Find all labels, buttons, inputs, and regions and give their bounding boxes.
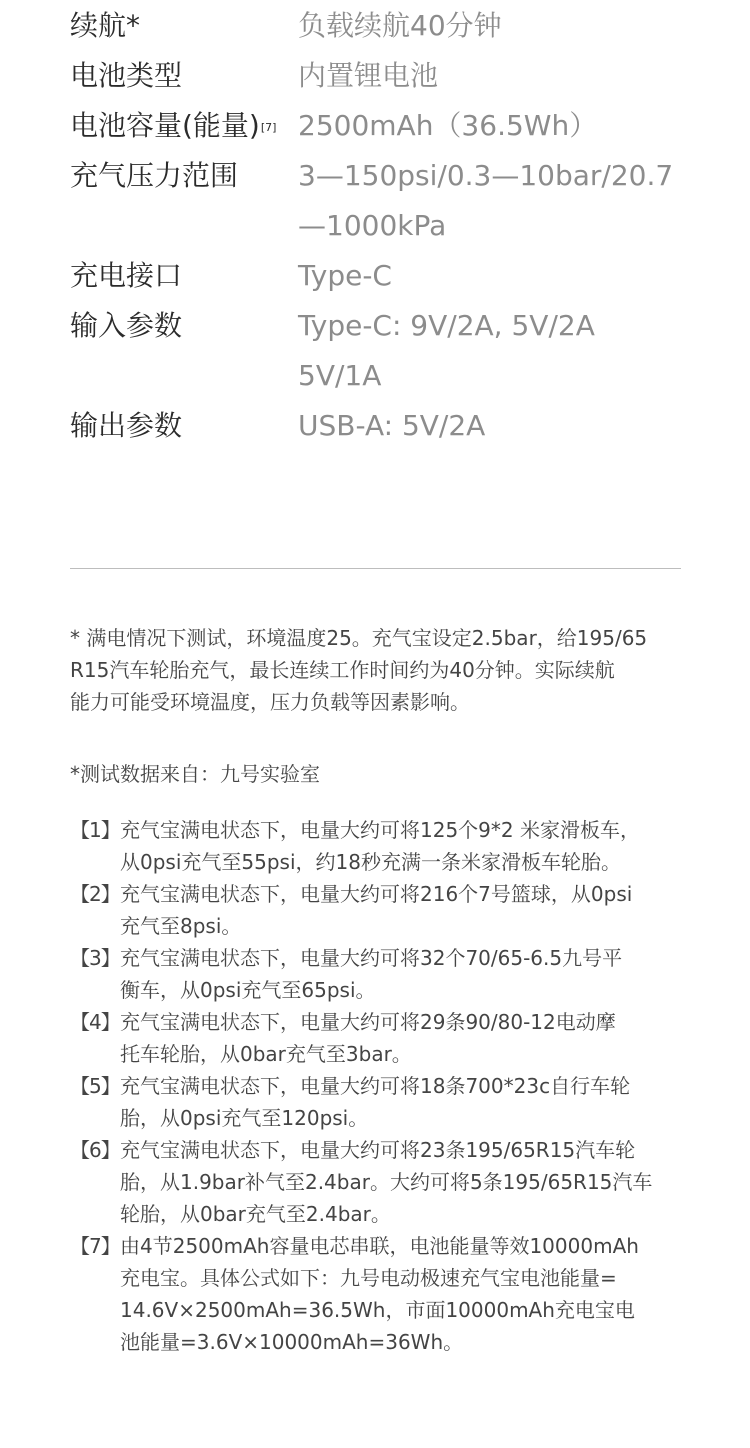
footnote-item [70,1070,710,1134]
footnote-tag: 【4】 [70,1010,120,1034]
spec-label [70,1,298,51]
footnote-line: 14.6V×2500mAh=36.5Wh，市面10000mAh充电宝电 [120,1298,635,1322]
notes-section [70,622,700,790]
footnote-line: 胎，从1.9bar补气至2.4bar。大约可将5条195/65R15汽车 [120,1170,653,1194]
spec-label-text: 输出参数 [70,409,183,442]
spec-value-line: 负载续航40分钟 [298,9,502,42]
footnote-line: 充气宝满电状态下，电量大约可将125个9*2 米家滑板车， [120,818,640,842]
footnote-tag: 【5】 [70,1074,120,1098]
spec-value [298,151,710,251]
footnote-tag: 【6】 [70,1138,120,1162]
footnote-line: 由4节2500mAh容量电芯串联，电池能量等效10000mAh [120,1234,639,1258]
footnote-text [120,1134,710,1230]
footnote-item [70,878,710,942]
footnote-text [120,878,710,942]
spec-value [298,51,710,101]
spec-value-line: Type-C: 9V/2A, 5V/2A [298,309,595,342]
footnote-text [120,942,710,1006]
footnote-line: 充气宝满电状态下，电量大约可将29条90/80-12电动摩 [120,1010,616,1034]
spec-label-text: 电池容量(能量) [70,109,260,142]
spec-value [298,1,710,51]
footnote-tag: 【3】 [70,946,120,970]
footnote-line: 充电宝。具体公式如下：九号电动极速充气宝电池能量= [120,1266,617,1290]
footnote-text [120,814,710,878]
test-condition-note [70,622,700,718]
spec-row-battery-capacity [70,101,710,151]
footnote-item [70,1230,710,1358]
footnote-line: 轮胎，从0bar充气至2.4bar。 [120,1202,391,1226]
footnote-ref: [7] [260,121,277,134]
footnote-line: 充气宝满电状态下，电量大约可将32个70/65-6.5九号平 [120,946,623,970]
footnote-line: 充气宝满电状态下，电量大约可将23条195/65R15汽车轮 [120,1138,636,1162]
footnote-line: 从0psi充气至55psi，约18秒充满一条米家滑板车轮胎。 [120,850,621,874]
footnote-item [70,1134,710,1230]
section-divider [70,568,681,569]
spec-label [70,51,298,101]
spec-label-text: 充电接口 [70,259,183,292]
spec-row-output [70,401,710,451]
spec-row-battery-type [70,51,710,101]
spec-label [70,251,298,301]
spec-value-line: 5V/1A [298,359,382,392]
spec-label [70,101,298,151]
spec-value [298,101,710,151]
note-line: * 满电情况下测试，环境温度25。充气宝设定2.5bar，给195/65 [70,626,648,650]
footnote-line: 托车轮胎，从0bar充气至3bar。 [120,1042,412,1066]
spec-value-line: Type-C [298,259,392,292]
footnote-item [70,942,710,1006]
spec-label-text: 电池类型 [70,59,183,92]
spec-label [70,301,298,401]
footnote-list [70,814,710,1358]
spec-value-line: 2500mAh（36.5Wh） [298,109,598,142]
footnote-line: 充气宝满电状态下，电量大约可将216个7号篮球，从0psi [120,882,633,906]
spec-value-line: —1000kPa [298,209,447,242]
footnote-line: 充气至8psi。 [120,914,242,938]
spec-row-pressure-range [70,151,710,251]
spec-value-line: USB-A: 5V/2A [298,409,486,442]
spec-value-line: 3—150psi/0.3—10bar/20.7 [298,159,674,192]
footnote-text [120,1006,710,1070]
footnote-text [120,1230,710,1358]
spec-value-line: 内置锂电池 [298,59,439,92]
spec-row-input [70,301,710,401]
spec-value [298,401,710,451]
spec-row-charging-port [70,251,710,301]
footnote-line: 池能量=3.6V×10000mAh=36Wh。 [120,1330,464,1354]
footnote-line: 充气宝满电状态下，电量大约可将18条700*23c自行车轮 [120,1074,631,1098]
spec-label-text: 充气压力范围 [70,159,239,192]
footnote-tag: 【7】 [70,1234,120,1258]
note-line: 能力可能受环境温度，压力负载等因素影响。 [70,690,470,714]
spec-value [298,301,710,401]
footnote-text [120,1070,710,1134]
spec-row-endurance [70,1,710,51]
spec-label-text: 续航* [70,9,141,42]
spec-table [70,0,710,451]
footnote-tag: 【2】 [70,882,120,906]
test-source-note [70,758,700,790]
footnote-line: 胎，从0psi充气至120psi。 [120,1106,369,1130]
footnote-tag: 【1】 [70,818,120,842]
note-line: *测试数据来自：九号实验室 [70,762,320,786]
footnote-item [70,814,710,878]
spec-label-text: 输入参数 [70,309,183,342]
spec-value [298,251,710,301]
footnote-item [70,1006,710,1070]
note-line: R15汽车轮胎充气，最长连续工作时间约为40分钟。实际续航 [70,658,615,682]
spec-label [70,151,298,251]
footnote-line: 衡车，从0psi充气至65psi。 [120,978,376,1002]
spec-label [70,401,298,451]
